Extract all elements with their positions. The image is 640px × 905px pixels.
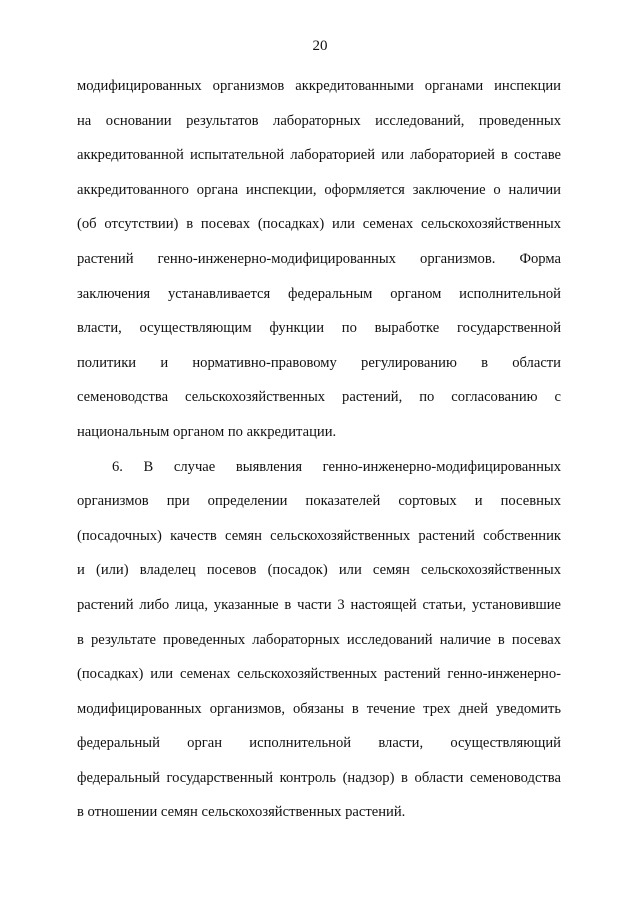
body-text	[77, 69, 561, 830]
page-number: 20	[312, 38, 328, 54]
text-line: в результате проведенных лабораторных исследований наличие в посевах	[77, 631, 561, 648]
text-line: и (или) владелец посевов (посадок) или семян сельскохозяйственных	[77, 562, 561, 579]
text-line: аккредитованной испытательной лабораторией или лабораторией в составе	[77, 147, 561, 164]
text-line: заключения устанавливается федеральным органом исполнительной	[77, 285, 561, 302]
text-line: семеноводства сельскохозяйственных растений, по согласованию с	[77, 389, 561, 406]
text-line: федеральный орган исполнительной власти, осуществляющий	[77, 735, 561, 752]
text-line: (посадочных) качеств семян сельскохозяйственных растений собственник	[77, 527, 561, 544]
text-line: (посадках) или семенах сельскохозяйственных растений генно-инженерно-	[77, 666, 561, 683]
text-line: растений генно-инженерно-модифицированных организмов. Форма	[77, 250, 561, 267]
text-line: власти, осуществляющим функции по выработке государственной	[77, 320, 561, 337]
paragraph-item-6	[77, 450, 561, 831]
text-line: растений либо лица, указанные в части 3 настоящей статьи, установившие	[77, 596, 561, 613]
text-line: федеральный государственный контроль (надзор) в области семеноводства	[77, 769, 561, 786]
text-line: (об отсутствии) в посевах (посадках) или семенах сельскохозяйственных	[77, 216, 561, 233]
text-line: политики и нормативно-правовому регулированию в области	[77, 354, 561, 371]
text-line: модифицированных организмов аккредитованными органами инспекции	[77, 78, 561, 94]
text-line: на основании результатов лабораторных исследований, проведенных	[77, 112, 561, 129]
paragraph-continuation	[77, 69, 561, 450]
text-line: организмов при определении показателей сортовых и посевных	[77, 493, 561, 510]
text-line: в отношении семян сельскохозяйственных растений.	[77, 804, 406, 821]
text-line: модифицированных организмов, обязаны в течение трех дней уведомить	[77, 700, 561, 717]
text-line: аккредитованного органа инспекции, оформляется заключение о наличии	[77, 181, 561, 198]
text-line: национальным органом по аккредитации.	[77, 423, 337, 440]
text-line: 6. В случае выявления генно-инженерно-модифицированных	[112, 458, 561, 475]
